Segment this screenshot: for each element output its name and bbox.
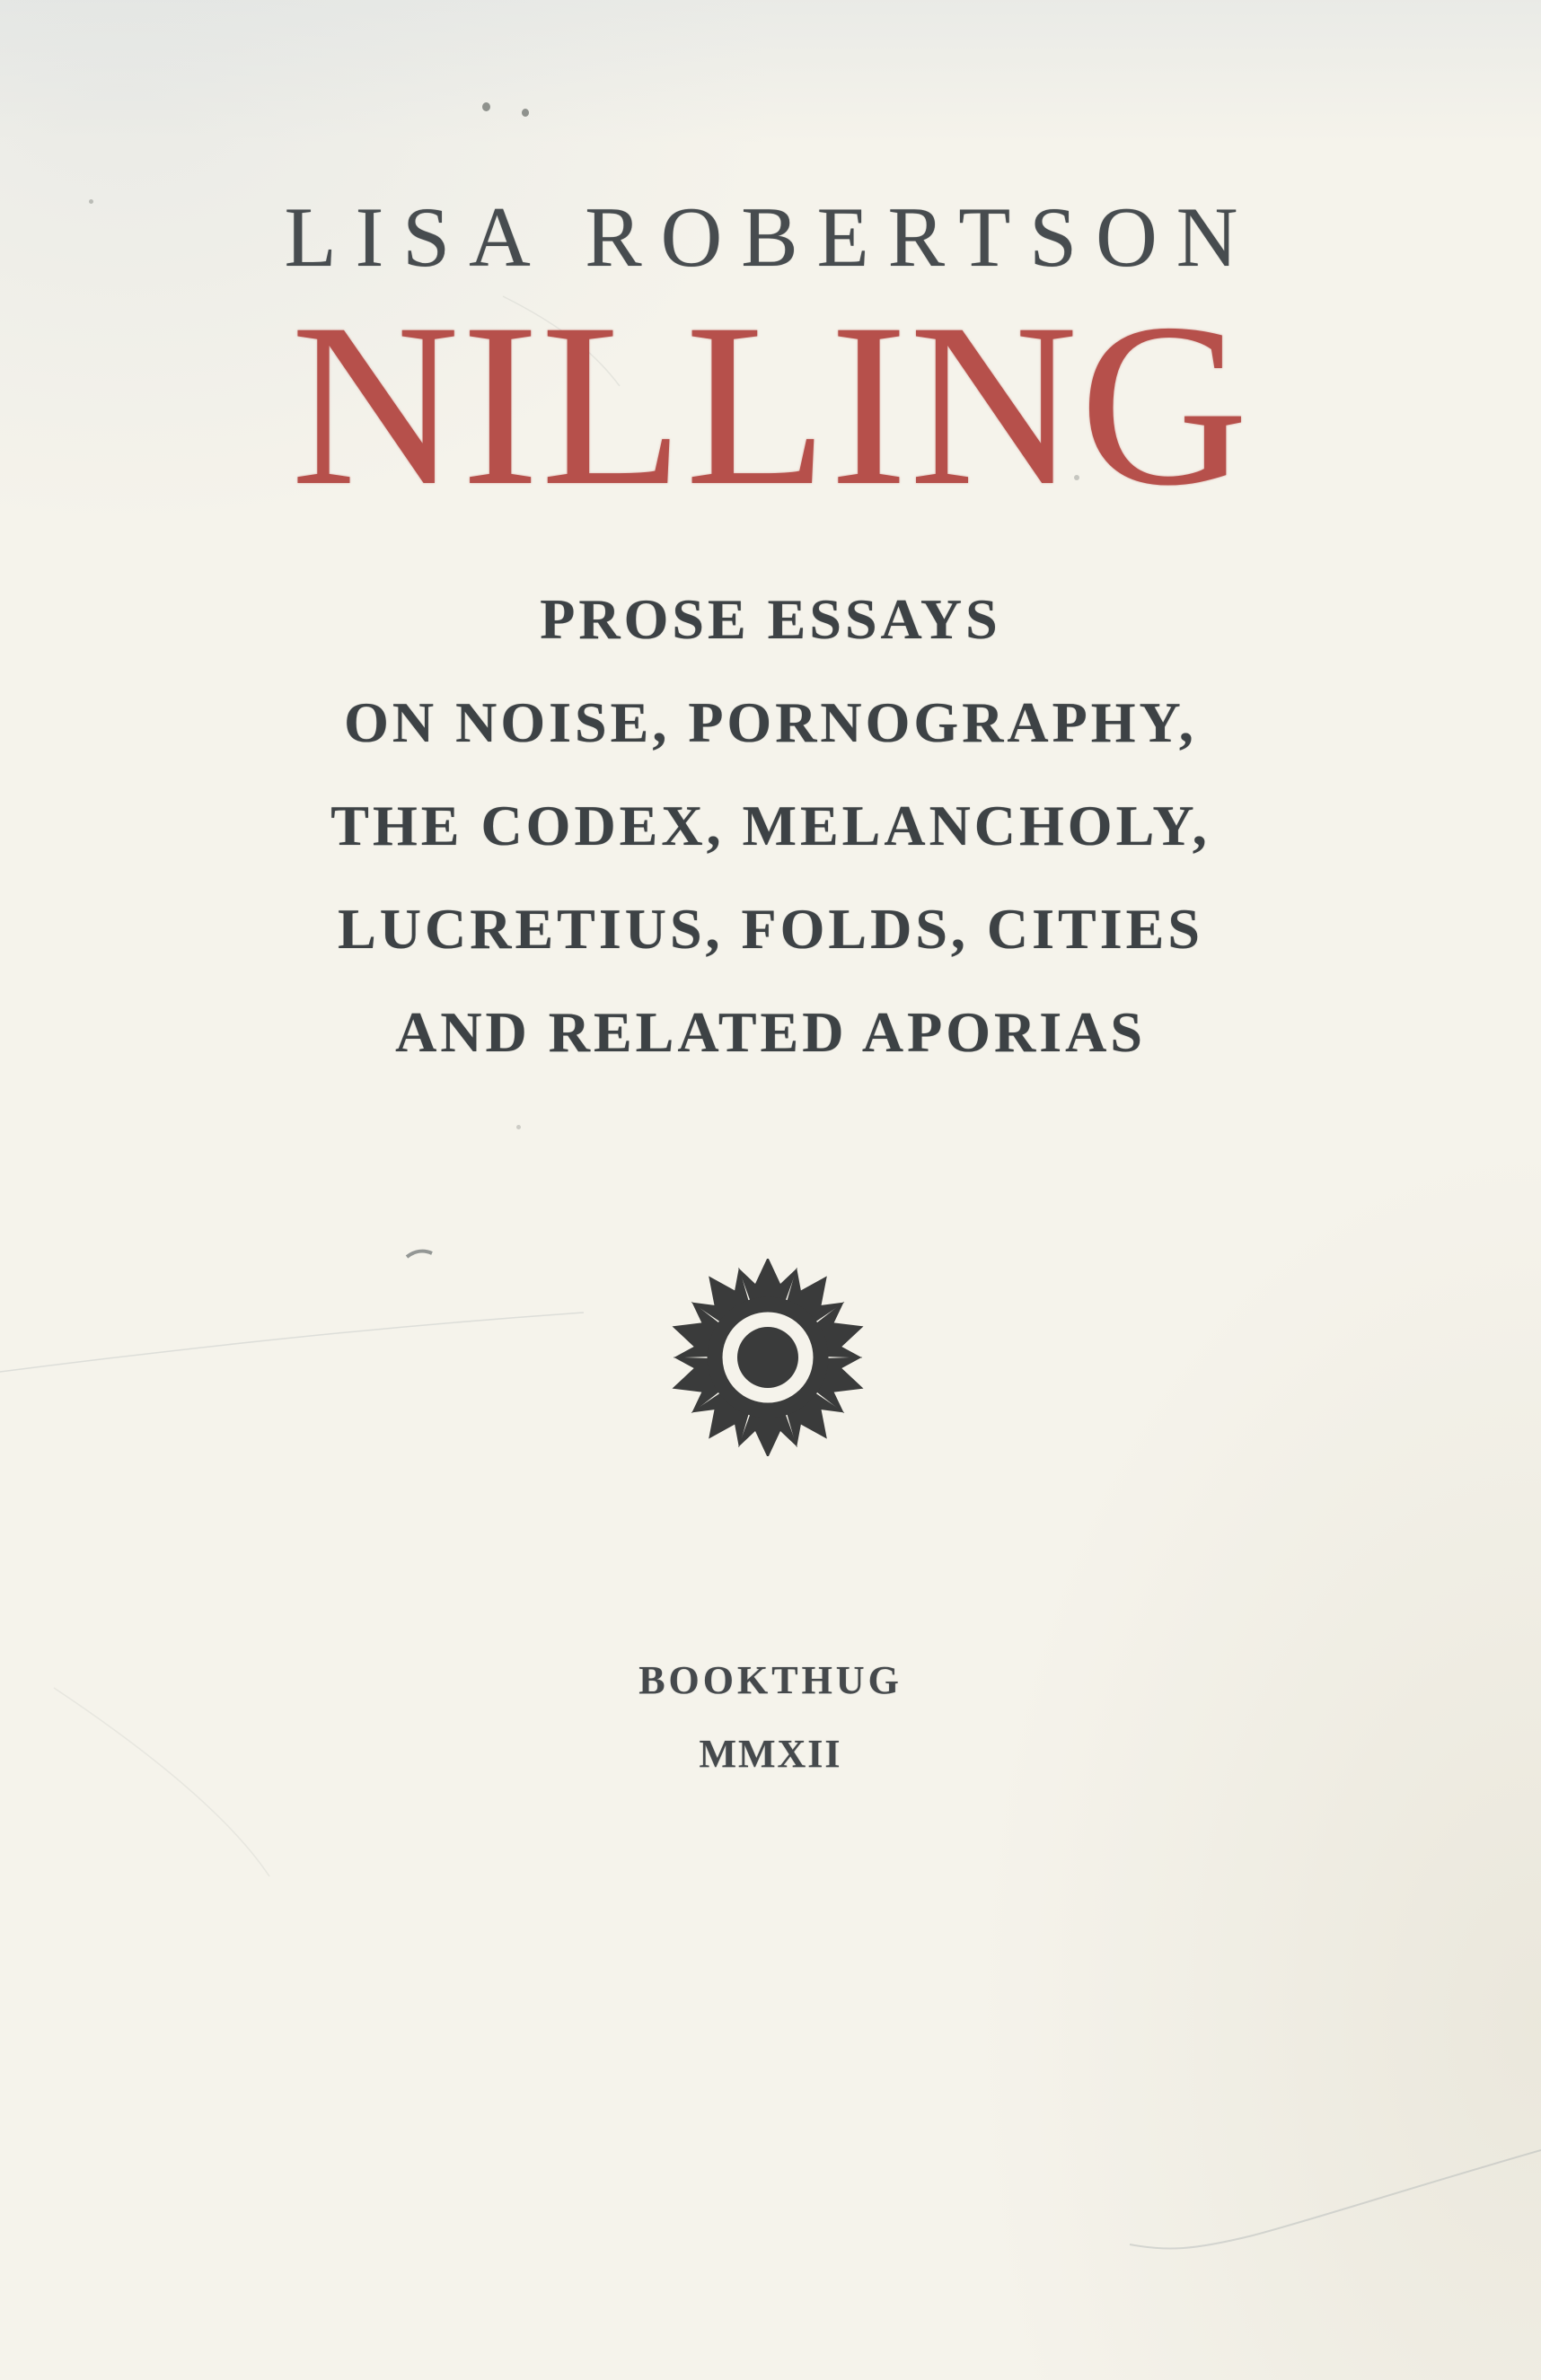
subtitle-block	[0, 567, 1541, 1084]
sun-ornament-icon	[669, 1259, 867, 1456]
subtitle-line: AND RELATED APORIAS	[395, 1000, 1146, 1064]
publisher-name: BOOKTHUG	[638, 1658, 903, 1702]
subtitle-line: ON NOISE, PORNOGRAPHY,	[344, 690, 1197, 754]
paper-speck	[482, 102, 490, 111]
author-name: LISA ROBERTSON	[284, 189, 1257, 285]
paper-speck	[516, 1125, 521, 1129]
book-title: NILLING	[290, 276, 1251, 534]
subtitle-line: PROSE ESSAYS	[540, 587, 1001, 651]
subtitle-line: LUCRETIUS, FOLDS, CITIES	[338, 897, 1203, 961]
paper-speck	[522, 109, 529, 117]
subtitle-line: THE CODEX, MELANCHOLY,	[330, 794, 1211, 857]
publication-year: MMXII	[699, 1732, 842, 1776]
